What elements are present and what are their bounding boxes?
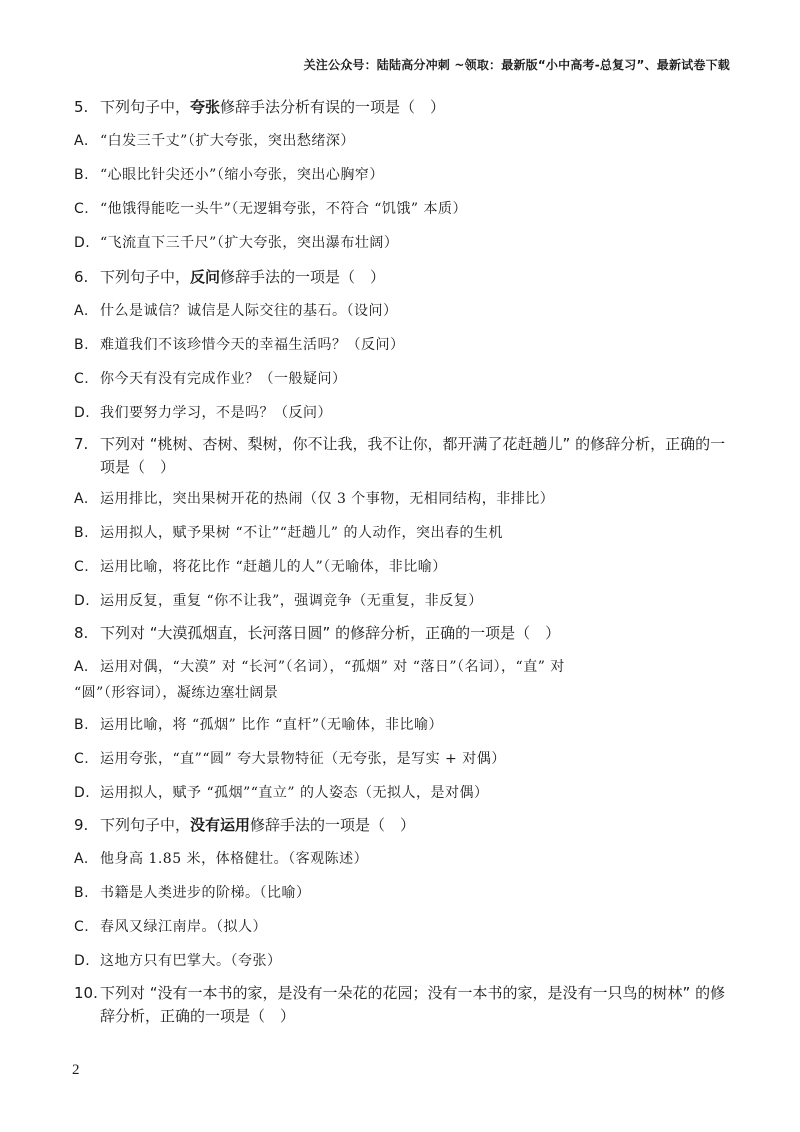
option-6a bbox=[74, 300, 398, 320]
option-8a bbox=[74, 656, 565, 676]
question-7 bbox=[74, 433, 725, 454]
option-text: 运用拟人，赋予果树 “不让”“赶趟儿” 的人动作，突出春的生机 bbox=[100, 525, 504, 541]
option-label: A. bbox=[74, 851, 89, 867]
question-text: 下列对 “桃树、杏树、梨树，你不让我，我不让你，都开满了花赶趟儿” 的修辞分析，正确的一 bbox=[100, 435, 726, 453]
option-8a-continued bbox=[74, 682, 278, 702]
option-6d bbox=[74, 402, 332, 422]
option-text: “他饿得能吃一头牛”（无逻辑夸张，不符合 “饥饿” 本质） bbox=[100, 201, 468, 217]
option-label: D. bbox=[74, 785, 91, 801]
option-label: C. bbox=[74, 919, 90, 935]
option-label: B. bbox=[74, 167, 90, 183]
question-keyword: 没有运用 bbox=[190, 816, 251, 834]
question-number: 7. bbox=[74, 435, 89, 453]
question-7-continued bbox=[100, 456, 175, 477]
option-7b bbox=[74, 522, 503, 542]
option-7d bbox=[74, 590, 483, 610]
question-number: 5. bbox=[74, 98, 89, 116]
option-6c bbox=[74, 368, 347, 388]
question-number: 9. bbox=[74, 816, 89, 834]
option-label: C. bbox=[74, 751, 90, 767]
question-8 bbox=[74, 622, 560, 643]
option-9d bbox=[74, 950, 282, 970]
option-text: 运用排比，突出果树开花的热闹（仅 3 个事物，无相同结构，非排比） bbox=[100, 491, 555, 507]
option-9a bbox=[74, 848, 368, 868]
option-7a bbox=[74, 488, 554, 508]
question-text: 修辞手法的一项是（ ） bbox=[250, 816, 416, 834]
option-label: D. bbox=[74, 953, 91, 969]
option-text: 你今天有没有完成作业？（一般疑问） bbox=[100, 371, 347, 387]
question-10-continued bbox=[100, 1005, 295, 1026]
page-header: 关注公众号：陆陆高分冲刺 ~领取：最新版“小中高考-总复习”、最新试卷下载 bbox=[303, 58, 730, 72]
question-text: 修辞手法分析有误的一项是（ ） bbox=[220, 98, 446, 116]
option-text: 运用比喻，将花比作 “赶趟儿的人”（无喻体，非比喻） bbox=[100, 559, 447, 575]
question-keyword: 夸张 bbox=[190, 98, 221, 116]
option-text: 这地方只有巴掌大。（夸张） bbox=[100, 953, 282, 969]
question-number: 8. bbox=[74, 624, 89, 642]
option-6b bbox=[74, 334, 405, 354]
option-8d bbox=[74, 782, 489, 802]
option-5d bbox=[74, 232, 398, 252]
option-text: 运用反复，重复 “你不让我”，强调竞争（无重复，非反复） bbox=[100, 593, 483, 609]
option-5c bbox=[74, 198, 467, 218]
option-text: 什么是诚信？诚信是人际交往的基石。（设问） bbox=[100, 303, 398, 319]
question-keyword: 反问 bbox=[190, 268, 221, 286]
option-text: 难道我们不该珍惜今天的幸福生活吗？（反问） bbox=[100, 337, 405, 353]
option-7c bbox=[74, 556, 447, 576]
option-label: D. bbox=[74, 235, 91, 251]
question-text: 下列句子中， bbox=[100, 268, 191, 286]
question-number: 10. bbox=[74, 984, 98, 1002]
option-label: C. bbox=[74, 201, 90, 217]
question-10 bbox=[74, 982, 725, 1003]
option-label: B. bbox=[74, 337, 90, 353]
question-text: 下列对 “大漠孤烟直，长河落日圆” 的修辞分析，正确的一项是（ ） bbox=[100, 624, 561, 642]
option-8b bbox=[74, 714, 443, 734]
question-text: 下列句子中， bbox=[100, 98, 191, 116]
option-label: C. bbox=[74, 559, 90, 575]
option-text: 春风又绿江南岸。（拟人） bbox=[100, 919, 267, 935]
question-number: 6. bbox=[74, 268, 89, 286]
option-text: “飞流直下三千尺”（扩大夸张，突出瀑布壮阔） bbox=[100, 235, 399, 251]
option-label: D. bbox=[74, 593, 91, 609]
question-6 bbox=[74, 266, 385, 287]
question-text: 辞分析，正确的一项是（ ） bbox=[100, 1007, 296, 1025]
option-label: C. bbox=[74, 371, 90, 387]
option-label: A. bbox=[74, 303, 89, 319]
option-text: 书籍是人类进步的阶梯。（比喻） bbox=[100, 885, 311, 901]
option-text: “白发三千丈”（扩大夸张，突出愁绪深） bbox=[100, 133, 355, 149]
question-9 bbox=[74, 814, 415, 835]
option-label: A. bbox=[74, 659, 89, 675]
option-label: B. bbox=[74, 525, 90, 541]
option-5a bbox=[74, 130, 355, 150]
option-text: 他身高 1.85 米，体格健壮。（客观陈述） bbox=[100, 851, 369, 867]
option-text: “心眼比针尖还小”（缩小夸张，突出心胸窄） bbox=[100, 167, 384, 183]
option-label: D. bbox=[74, 405, 91, 421]
option-9b bbox=[74, 882, 311, 902]
question-text: 修辞手法的一项是（ ） bbox=[220, 268, 386, 286]
option-text: 我们要努力学习，不是吗？（反问） bbox=[100, 405, 332, 421]
option-text: “圆”（形容词），凝练边塞壮阔景 bbox=[74, 685, 279, 701]
option-text: 运用拟人，赋予 “孤烟”“直立” 的人姿态（无拟人，是对偶） bbox=[100, 785, 489, 801]
page-number: 2 bbox=[72, 1062, 80, 1078]
question-text: 下列句子中， bbox=[100, 816, 191, 834]
option-label: A. bbox=[74, 491, 89, 507]
question-text: 项是（ ） bbox=[100, 458, 176, 476]
option-9c bbox=[74, 916, 267, 936]
option-label: A. bbox=[74, 133, 89, 149]
option-text: 运用对偶，“大漠” 对 “长河”（名词），“孤烟” 对 “落日”（名词），“直” 对 bbox=[100, 659, 565, 675]
question-5 bbox=[74, 96, 445, 117]
option-5b bbox=[74, 164, 384, 184]
option-text: 运用比喻，将 “孤烟” 比作 “直杆”（无喻体，非比喻） bbox=[100, 717, 443, 733]
option-8c bbox=[74, 748, 506, 768]
option-label: B. bbox=[74, 717, 90, 733]
question-text: 下列对 “没有一本书的家，是没有一朵花的花园；没有一本书的家，是没有一只鸟的树林” 的修 bbox=[100, 984, 726, 1002]
option-label: B. bbox=[74, 885, 90, 901]
option-text: 运用夸张，“直”“圆” 夸大景物特征（无夸张，是写实 + 对偶） bbox=[100, 751, 506, 767]
